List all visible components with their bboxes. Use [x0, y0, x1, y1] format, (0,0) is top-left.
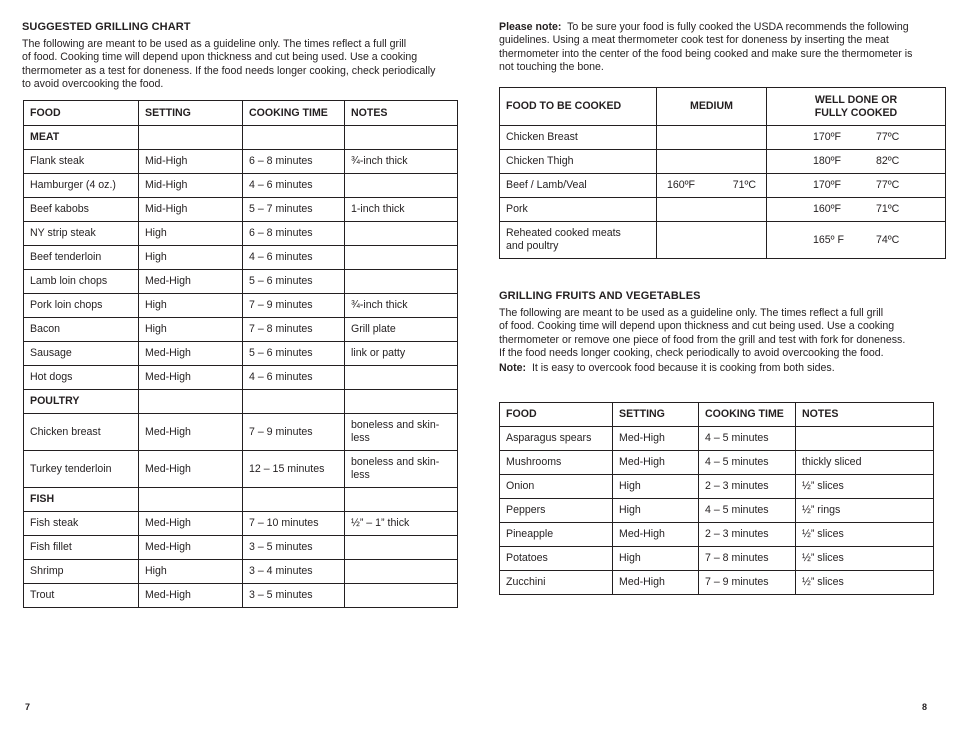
setting-cell: High: [139, 246, 243, 270]
food-cell: Sausage: [24, 342, 139, 366]
table-row: [500, 499, 934, 523]
cooking-time-cell: 12 – 15 minutes: [243, 451, 345, 488]
table-row: [24, 318, 458, 342]
section-row: [24, 488, 458, 512]
header-well-done: [767, 88, 946, 126]
notes-cell: [345, 536, 458, 560]
cooking-time-cell: 7 – 9 minutes: [699, 571, 796, 595]
notes-cell: boneless and skin-less: [345, 451, 458, 488]
header-cooking-time: COOKING TIME: [699, 403, 796, 427]
food-cell: Beef / Lamb/Veal: [500, 174, 657, 198]
medium-cell: [657, 174, 767, 198]
food-cell: Beef tenderloin: [24, 246, 139, 270]
temperature-table: [499, 87, 946, 259]
veg-title: GRILLING FRUITS AND VEGETABLES: [499, 290, 701, 302]
section-label: FISH: [24, 488, 139, 512]
table-row: [500, 174, 946, 198]
notes-cell: ¾-inch thick: [345, 150, 458, 174]
well-done-cell: [767, 174, 946, 198]
setting-cell: High: [139, 560, 243, 584]
table-row: [24, 342, 458, 366]
food-cell: Bacon: [24, 318, 139, 342]
notes-cell: [345, 366, 458, 390]
intro-line: of food. Cooking time will depend upon thickness and cut being used. Use a cooking: [22, 51, 418, 64]
setting-cell: Mid-High: [139, 174, 243, 198]
notes-cell: ¾-inch thick: [345, 294, 458, 318]
veg-table: [499, 402, 934, 595]
setting-cell: Med-High: [139, 512, 243, 536]
cooking-time-cell: 2 – 3 minutes: [699, 523, 796, 547]
notes-cell: boneless and skin-less: [345, 414, 458, 451]
header-food: FOOD: [24, 101, 139, 126]
food-cell: Flank steak: [24, 150, 139, 174]
empty-cell: [345, 488, 458, 512]
well-done-fahrenheit: 165º F: [813, 233, 844, 246]
food-cell: Onion: [500, 475, 613, 499]
food-cell: Fish fillet: [24, 536, 139, 560]
cooking-time-cell: 7 – 8 minutes: [243, 318, 345, 342]
table-row: [500, 475, 934, 499]
setting-cell: Med-High: [613, 451, 699, 475]
cooking-time-cell: 7 – 8 minutes: [699, 547, 796, 571]
well-done-celsius: 77ºC: [876, 179, 900, 191]
notes-cell: [345, 270, 458, 294]
notes-cell: ½” – 1” thick: [345, 512, 458, 536]
cooking-time-cell: 4 – 6 minutes: [243, 174, 345, 198]
notes-cell: [345, 560, 458, 584]
table-row: [500, 222, 946, 259]
table-row: [24, 414, 458, 451]
table-row: [24, 222, 458, 246]
page-number-left: 7: [25, 702, 31, 712]
header-well-done-line1: WELL DONE OR: [814, 93, 898, 106]
veg-line: of food. Cooking time will depend upon thickness and cut being used. Use a cooking: [499, 320, 895, 333]
setting-cell: High: [613, 475, 699, 499]
setting-cell: High: [139, 222, 243, 246]
table-row: [24, 294, 458, 318]
empty-cell: [243, 126, 345, 150]
food-cell: Fish steak: [24, 512, 139, 536]
note-line: guidelines. Using a meat thermometer cook test for doneness by inserting the meat: [499, 34, 889, 47]
table-row: [24, 246, 458, 270]
header-well-done-line2: FULLY COOKED: [814, 106, 898, 119]
notes-cell: thickly sliced: [796, 451, 934, 475]
note-line: To be sure your food is fully cooked the USDA recommends the following: [561, 21, 909, 33]
food-line: and poultry: [506, 240, 559, 252]
header-medium: MEDIUM: [657, 88, 767, 126]
cooking-time-cell: 4 – 5 minutes: [699, 499, 796, 523]
food-cell: Peppers: [500, 499, 613, 523]
notes-cell: [345, 584, 458, 608]
empty-cell: [139, 126, 243, 150]
header-cooking-time: COOKING TIME: [243, 101, 345, 126]
empty-cell: [139, 390, 243, 414]
setting-cell: Mid-High: [139, 150, 243, 174]
note-label: Please note:: [499, 21, 562, 33]
notes-cell: ½” slices: [796, 475, 934, 499]
food-cell: Pineapple: [500, 523, 613, 547]
cooking-time-cell: 7 – 10 minutes: [243, 512, 345, 536]
note-line: thermometer into the center of the food being cooked and make sure the thermometer is: [499, 47, 913, 60]
setting-cell: Med-High: [139, 584, 243, 608]
veg-line: If the food needs longer cooking, check periodically to avoid overcooking the food.: [499, 346, 884, 359]
page-number-right: 8: [922, 702, 928, 712]
cooking-time-cell: 4 – 5 minutes: [699, 451, 796, 475]
grilling-chart-table: [23, 100, 458, 608]
table-row: [24, 174, 458, 198]
header-notes: NOTES: [796, 403, 934, 427]
cooking-time-cell: 4 – 5 minutes: [699, 427, 796, 451]
table-row: [500, 451, 934, 475]
well-done-celsius: 71ºC: [876, 203, 900, 215]
food-cell: Shrimp: [24, 560, 139, 584]
table-row: [24, 584, 458, 608]
setting-cell: High: [139, 318, 243, 342]
cooking-time-cell: 7 – 9 minutes: [243, 294, 345, 318]
setting-cell: Med-High: [139, 270, 243, 294]
food-cell: NY strip steak: [24, 222, 139, 246]
medium-cell: [657, 150, 767, 174]
well-done-fahrenheit: 160ºF: [813, 203, 842, 215]
setting-cell: High: [139, 294, 243, 318]
section-row: [24, 390, 458, 414]
table-header-row: [24, 101, 458, 126]
grilling-intro: [22, 38, 462, 91]
empty-cell: [345, 390, 458, 414]
setting-cell: Med-High: [139, 342, 243, 366]
medium-celsius: 71ºC: [732, 179, 756, 191]
food-cell: Beef kabobs: [24, 198, 139, 222]
section-label: MEAT: [24, 126, 139, 150]
note-line: not touching the bone.: [499, 60, 604, 73]
setting-cell: High: [613, 499, 699, 523]
cooking-time-cell: 6 – 8 minutes: [243, 222, 345, 246]
setting-cell: Med-High: [139, 414, 243, 451]
food-cell: Lamb loin chops: [24, 270, 139, 294]
setting-cell: Med-High: [613, 523, 699, 547]
empty-cell: [243, 488, 345, 512]
table-row: [24, 536, 458, 560]
medium-cell: [657, 222, 767, 259]
veg-line: The following are meant to be used as a guideline only. The times reflect a full grill: [499, 307, 884, 319]
well-done-cell: [767, 222, 946, 259]
setting-cell: Med-High: [139, 536, 243, 560]
intro-line: to avoid overcooking the food.: [22, 77, 164, 90]
cooking-time-cell: 3 – 4 minutes: [243, 560, 345, 584]
setting-cell: Med-High: [613, 571, 699, 595]
table-row: [500, 126, 946, 150]
veg-line: thermometer or remove one piece of food from the grill and test with fork for doneness.: [499, 333, 906, 346]
food-cell: Pork loin chops: [24, 294, 139, 318]
notes-cell: ½” slices: [796, 523, 934, 547]
cooking-time-cell: 6 – 8 minutes: [243, 150, 345, 174]
header-food: FOOD: [500, 403, 613, 427]
food-cell: Hot dogs: [24, 366, 139, 390]
header-notes: NOTES: [345, 101, 458, 126]
notes-cell: ½” slices: [796, 571, 934, 595]
header-setting: SETTING: [613, 403, 699, 427]
well-done-celsius: 82ºC: [876, 155, 900, 167]
table-row: [500, 547, 934, 571]
cooking-time-cell: 3 – 5 minutes: [243, 536, 345, 560]
empty-cell: [243, 390, 345, 414]
usda-note: [499, 21, 939, 74]
food-cell: Chicken breast: [24, 414, 139, 451]
setting-cell: High: [613, 547, 699, 571]
table-row: [24, 150, 458, 174]
setting-cell: Med-High: [139, 451, 243, 488]
notes-cell: [345, 174, 458, 198]
well-done-cell: [767, 126, 946, 150]
veg-note-label: Note:: [499, 362, 527, 375]
table-row: [24, 198, 458, 222]
well-done-fahrenheit: 170ºF: [813, 131, 842, 143]
section-label: POULTRY: [24, 390, 139, 414]
notes-cell: Grill plate: [345, 318, 458, 342]
notes-cell: ½” slices: [796, 547, 934, 571]
medium-cell: [657, 126, 767, 150]
cooking-time-cell: 7 – 9 minutes: [243, 414, 345, 451]
food-cell: Chicken Thigh: [500, 150, 657, 174]
cooking-time-cell: 3 – 5 minutes: [243, 584, 345, 608]
food-line: Reheated cooked meats: [506, 227, 621, 239]
intro-line: The following are meant to be used as a guideline only. The times reflect a full grill: [22, 38, 407, 50]
well-done-cell: [767, 198, 946, 222]
notes-cell: [345, 246, 458, 270]
food-cell: Pork: [500, 198, 657, 222]
food-cell: [500, 222, 657, 259]
well-done-celsius: 77ºC: [876, 131, 900, 143]
food-cell: Hamburger (4 oz.): [24, 174, 139, 198]
table-row: [24, 270, 458, 294]
grilling-chart-title: SUGGESTED GRILLING CHART: [22, 21, 191, 33]
table-row: [500, 198, 946, 222]
well-done-celsius: 74ºC: [876, 233, 900, 246]
notes-cell: [345, 222, 458, 246]
notes-cell: [796, 427, 934, 451]
table-row: [500, 150, 946, 174]
setting-cell: Med-High: [139, 366, 243, 390]
food-cell: Trout: [24, 584, 139, 608]
table-row: [500, 523, 934, 547]
section-row: [24, 126, 458, 150]
food-cell: Turkey tenderloin: [24, 451, 139, 488]
table-row: [24, 560, 458, 584]
table-row: [500, 571, 934, 595]
food-cell: Mushrooms: [500, 451, 613, 475]
header-setting: SETTING: [139, 101, 243, 126]
well-done-fahrenheit: 170ºF: [813, 179, 842, 191]
cooking-time-cell: 5 – 6 minutes: [243, 270, 345, 294]
intro-line: thermometer as a test for doneness. If the food needs longer cooking, check periodically: [22, 64, 436, 77]
food-cell: Chicken Breast: [500, 126, 657, 150]
header-food-to-be-cooked: FOOD TO BE COOKED: [500, 88, 657, 126]
cooking-time-cell: 5 – 7 minutes: [243, 198, 345, 222]
table-header-row: [500, 88, 946, 126]
notes-cell: link or patty: [345, 342, 458, 366]
medium-cell: [657, 198, 767, 222]
table-row: [500, 427, 934, 451]
setting-cell: Mid-High: [139, 198, 243, 222]
cooking-time-cell: 5 – 6 minutes: [243, 342, 345, 366]
setting-cell: Med-High: [613, 427, 699, 451]
food-cell: Zucchini: [500, 571, 613, 595]
veg-intro: [499, 307, 939, 375]
notes-cell: 1-inch thick: [345, 198, 458, 222]
cooking-time-cell: 4 – 6 minutes: [243, 366, 345, 390]
empty-cell: [139, 488, 243, 512]
table-header-row: [500, 403, 934, 427]
medium-fahrenheit: 160ºF: [667, 179, 696, 191]
empty-cell: [345, 126, 458, 150]
food-cell: Potatoes: [500, 547, 613, 571]
table-row: [24, 512, 458, 536]
well-done-fahrenheit: 180ºF: [813, 155, 842, 167]
food-cell: Asparagus spears: [500, 427, 613, 451]
table-row: [24, 366, 458, 390]
well-done-cell: [767, 150, 946, 174]
notes-cell: ½” rings: [796, 499, 934, 523]
table-row: [24, 451, 458, 488]
cooking-time-cell: 4 – 6 minutes: [243, 246, 345, 270]
cooking-time-cell: 2 – 3 minutes: [699, 475, 796, 499]
veg-note-text: It is easy to overcook food because it is cooking from both sides.: [526, 362, 835, 375]
